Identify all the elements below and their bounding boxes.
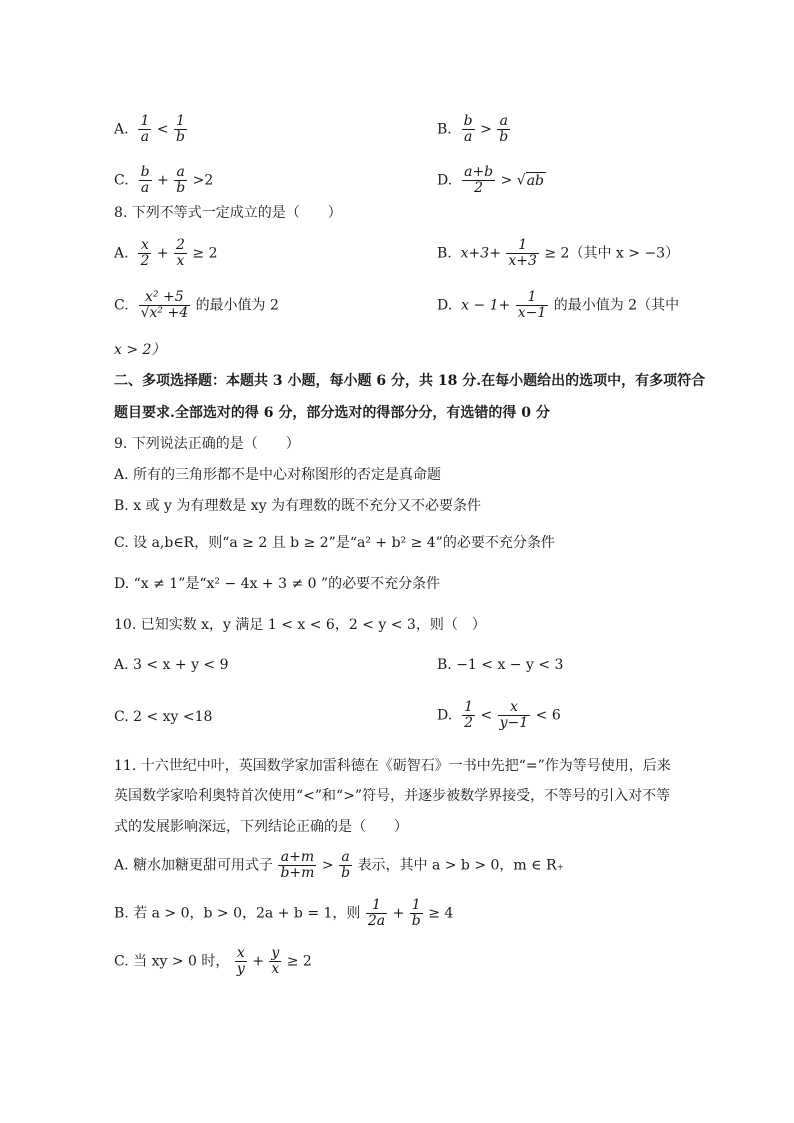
- fraction: $\frac{y}{x}$: [271, 945, 280, 977]
- q11-option-a: A. 糖水加糖更甜可用式子 $\frac{a+m}{b+m}$ > $\frac{a}{b}$ 表示，其中 a > b > 0，m ∈ R₊: [114, 849, 564, 881]
- q9-option-b: B. x 或 y 为有理数是 xy 为有理数的既不充分又不必要条件: [114, 498, 482, 514]
- q7-option-a: A. $\frac{1}{a}$ < $\frac{1}{b}$: [114, 113, 185, 145]
- fraction: $\frac{b}{a}$: [463, 113, 473, 145]
- fraction: $\frac{a}{b}$: [499, 113, 509, 145]
- section-heading: 二、多项选择题：本题共 3 小题，每小题 6 分，共 18 分.在每小题给出的选项中，有多项符合: [114, 373, 706, 389]
- q11-option-b: B. 若 a > 0，b > 0，2a + b = 1，则 $\frac{1}{2a}$ + $\frac{1}{b}$ ≥ 4: [114, 897, 454, 929]
- q8-option-b: B. x+3+ $\frac{1}{x+3}$ ≥ 2（其中 x > −3）: [437, 237, 680, 269]
- q7-option-c: C. $\frac{b}{a}$ + $\frac{a}{b}$ >2: [114, 164, 214, 196]
- q10-stem: 10. 已知实数 x，y 满足 1 < x < 6，2 < y < 3，则（ ）: [114, 617, 486, 633]
- q9-stem: 9. 下列说法正确的是（ ）: [114, 436, 300, 452]
- fraction: $\frac{\text{x² +5}}{\text{√x² +4}}$: [140, 289, 189, 321]
- fraction: $\frac{2}{x}$: [176, 237, 185, 269]
- q8-option-a: A. $\frac{x}{2}$ + $\frac{2}{x}$ ≥ 2: [114, 237, 218, 269]
- q11-stem-line2: 英国数学家哈利奥特首次使用“<”和“>”符号，并逐步被数学界接受，不等号的引入对不等: [114, 788, 671, 804]
- q10-option-c: C. 2 < xy <18: [114, 709, 213, 725]
- fraction: $\frac{1}{2a}$: [367, 897, 386, 929]
- fraction: $\frac{1}{a}$: [140, 113, 150, 145]
- q9-option-a: A. 所有的三角形都不是中心对称图形的否定是真命题: [114, 467, 442, 483]
- fraction: $\frac{1}{x-1}$: [517, 289, 547, 321]
- fraction: $\frac{a}{b}$: [176, 164, 186, 196]
- q8-option-c: C. $\frac{\text{x² +5}}{\text{√x² +4}}$ 的最小值为 2: [114, 289, 279, 321]
- q9-option-d: D. “x ≠ 1”是“x² − 4x + 3 ≠ 0 ”的必要不充分条件: [114, 576, 441, 592]
- radical-sign-icon: √: [140, 305, 150, 321]
- section-heading-continued: 题目要求.全部选对的得 6 分，部分选对的得部分分，有选错的得 0 分: [114, 405, 550, 421]
- fraction: $\frac{1}{b}$: [176, 113, 185, 145]
- q11-stem: 11. 十六世纪中叶，英国数学家加雷科德在《砺智石》一书中先把“=”作为等号使用，后来: [114, 758, 671, 774]
- q8-stem: 8. 下列不等式一定成立的是（ ）: [114, 205, 342, 221]
- fraction: $\frac{b}{a}$: [140, 164, 150, 196]
- fraction: $\frac{1}{2}$: [464, 699, 474, 731]
- fraction: $\frac{x}{2}$: [140, 237, 150, 269]
- q11-option-c: C. 当 xy > 0 时， $\frac{x}{y}$ + $\frac{y}{x}$ ≥ 2: [114, 945, 312, 977]
- q7-option-d: D. $\frac{a+b}{2}$ > √ab: [437, 164, 545, 196]
- q11-stem-line3: 式的发展影响深远，下列结论正确的是（ ）: [114, 819, 408, 835]
- q8-option-d: D. x − 1+ $\frac{1}{x-1}$ 的最小值为 2（其中: [437, 289, 680, 321]
- q8-option-d-continued: x > 2）: [114, 342, 166, 358]
- q7-option-b: B. $\frac{b}{a}$ > $\frac{a}{b}$: [437, 113, 509, 145]
- q10-option-d: D. $\frac{1}{2}$ < $\frac{x}{y-1}$ < 6: [437, 699, 561, 731]
- fraction: $\frac{a+b}{2}$: [464, 164, 494, 196]
- fraction: $\frac{a}{b}$: [341, 849, 351, 881]
- radical-sign-icon: √: [516, 172, 526, 189]
- q9-option-c: C. 设 a,b∈R，则“a ≥ 2 且 b ≥ 2”是“a² + b² ≥ 4”的必要不充分条件: [114, 535, 555, 551]
- fraction: $\frac{1}{b}$: [411, 897, 421, 929]
- fraction: $\frac{x}{y}$: [236, 945, 245, 977]
- q10-option-a: A. 3 < x + y < 9: [114, 657, 229, 673]
- fraction: $\frac{x}{y-1}$: [499, 699, 529, 731]
- fraction: $\frac{1}{x+3}$: [508, 237, 537, 269]
- fraction: $\frac{a+m}{b+m}$: [280, 849, 315, 881]
- q10-option-b: B. −1 < x − y < 3: [437, 657, 564, 673]
